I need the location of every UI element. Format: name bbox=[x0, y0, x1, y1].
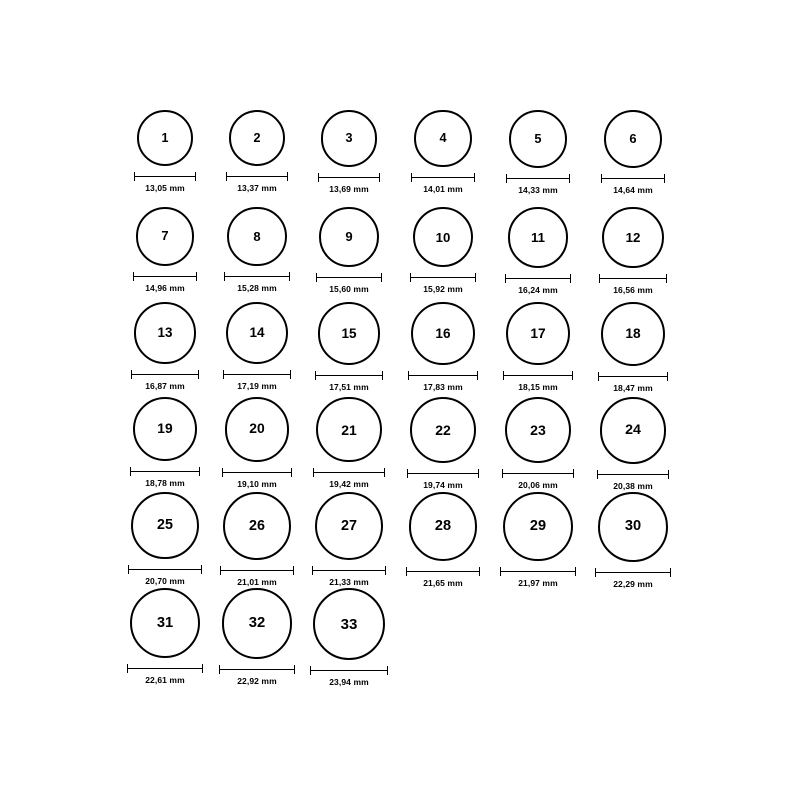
ring-size-number: 3 bbox=[345, 131, 353, 146]
ring-circle bbox=[506, 302, 569, 365]
measure-line bbox=[130, 471, 200, 472]
measure-cap-right bbox=[382, 371, 383, 380]
ring-diameter-label: 18,15 mm bbox=[518, 382, 558, 393]
ring-size-cell bbox=[497, 110, 579, 195]
ring-size-number: 28 bbox=[434, 518, 452, 535]
ring-size-cell bbox=[496, 207, 581, 295]
measure-cap-left bbox=[410, 273, 411, 282]
measure-line bbox=[224, 276, 289, 277]
measure-cap-right bbox=[195, 172, 196, 181]
ring-diameter-label: 15,92 mm bbox=[423, 284, 463, 295]
ring-circle bbox=[136, 207, 195, 266]
ring-size-number: 25 bbox=[157, 517, 173, 534]
ring-circle bbox=[313, 588, 385, 660]
measure-line bbox=[131, 374, 199, 375]
ring-size-number: 26 bbox=[249, 517, 265, 534]
measure-cap-right bbox=[290, 370, 291, 379]
ring-size-cell bbox=[307, 207, 391, 294]
ring-circle bbox=[319, 207, 379, 267]
ring-circle bbox=[509, 110, 567, 168]
diameter-measure-bar bbox=[318, 173, 381, 182]
ring-diameter-label: 16,87 mm bbox=[145, 380, 185, 391]
measure-cap-right bbox=[572, 371, 573, 380]
measure-cap-right bbox=[573, 469, 574, 478]
ring-diameter-label: 18,47 mm bbox=[613, 382, 653, 393]
ring-circle bbox=[134, 302, 196, 364]
ring-size-cell bbox=[124, 207, 207, 293]
measure-cap-left bbox=[318, 173, 319, 182]
ring-size-cell bbox=[125, 110, 205, 193]
measure-cap-left bbox=[407, 469, 408, 478]
ring-size-cell bbox=[590, 207, 675, 295]
ring-size-cell bbox=[493, 397, 583, 490]
ring-size-cell bbox=[301, 588, 397, 687]
measure-cap-right bbox=[287, 172, 288, 181]
ring-size-number: 11 bbox=[531, 229, 545, 245]
diameter-measure-bar bbox=[313, 468, 384, 477]
measure-cap-left bbox=[598, 372, 599, 381]
ring-circle bbox=[222, 588, 293, 659]
measure-cap-left bbox=[505, 274, 506, 283]
ring-size-cell bbox=[122, 302, 208, 391]
measure-cap-left bbox=[500, 567, 501, 576]
measure-cap-right bbox=[201, 565, 202, 574]
measure-cap-right bbox=[667, 372, 668, 381]
ring-diameter-label: 22,61 mm bbox=[145, 675, 185, 686]
measure-cap-left bbox=[223, 370, 224, 379]
measure-cap-right bbox=[387, 666, 388, 675]
measure-cap-right bbox=[294, 665, 295, 674]
measure-line bbox=[313, 472, 384, 473]
measure-cap-left bbox=[133, 272, 134, 281]
ring-size-number: 27 bbox=[340, 517, 357, 534]
measure-cap-right bbox=[199, 467, 200, 476]
measure-cap-left bbox=[316, 273, 317, 282]
ring-circle bbox=[321, 110, 378, 167]
measure-cap-right bbox=[293, 566, 294, 575]
ring-size-number: 29 bbox=[529, 518, 547, 535]
ring-size-number: 1 bbox=[161, 130, 169, 145]
diameter-measure-bar bbox=[601, 174, 665, 183]
measure-line bbox=[223, 374, 291, 375]
ring-diameter-label: 16,24 mm bbox=[518, 284, 558, 295]
ring-size-cell bbox=[402, 110, 483, 194]
measure-line bbox=[505, 278, 572, 279]
ring-diameter-label: 23,94 mm bbox=[329, 677, 369, 687]
diameter-measure-bar bbox=[595, 568, 671, 577]
ring-size-number: 32 bbox=[248, 614, 266, 631]
measure-cap-left bbox=[222, 468, 223, 477]
measure-line bbox=[407, 473, 479, 474]
measure-line bbox=[134, 176, 196, 177]
diameter-measure-bar bbox=[597, 470, 670, 479]
ring-circle bbox=[409, 492, 478, 561]
measure-line bbox=[312, 570, 386, 571]
diameter-measure-bar bbox=[223, 370, 291, 379]
measure-line bbox=[220, 570, 294, 571]
measure-cap-right bbox=[385, 566, 386, 575]
ring-circle bbox=[316, 397, 381, 462]
measure-cap-left bbox=[131, 370, 132, 379]
measure-cap-right bbox=[670, 568, 671, 577]
measure-line bbox=[133, 276, 198, 277]
diameter-measure-bar bbox=[407, 469, 479, 478]
ring-circle bbox=[601, 302, 665, 366]
diameter-measure-bar bbox=[222, 468, 293, 477]
diameter-measure-bar bbox=[134, 172, 196, 181]
ring-size-cell bbox=[397, 492, 490, 588]
ring-size-number: 33 bbox=[340, 615, 358, 633]
ring-size-number: 24 bbox=[625, 422, 641, 439]
measure-cap-left bbox=[599, 274, 600, 283]
diameter-measure-bar bbox=[506, 174, 570, 183]
ring-size-number: 7 bbox=[161, 227, 169, 243]
measure-cap-right bbox=[379, 173, 380, 182]
diameter-measure-bar bbox=[128, 565, 201, 574]
ring-size-number: 2 bbox=[253, 130, 261, 145]
ring-diameter-label: 16,56 mm bbox=[613, 285, 653, 296]
ring-diameter-label: 17,19 mm bbox=[237, 381, 277, 392]
ring-diameter-label: 14,64 mm bbox=[613, 185, 653, 196]
ring-size-number: 20 bbox=[249, 420, 265, 437]
measure-cap-right bbox=[575, 567, 576, 576]
ring-size-cell bbox=[217, 110, 297, 193]
ring-circle bbox=[411, 302, 474, 365]
ring-size-number: 4 bbox=[439, 131, 447, 146]
ring-size-cell bbox=[118, 588, 212, 685]
ring-diameter-label: 20,38 mm bbox=[613, 480, 653, 491]
ring-circle bbox=[600, 397, 667, 464]
ring-size-cell bbox=[589, 302, 677, 393]
measure-line bbox=[598, 376, 668, 377]
ring-size-cell bbox=[491, 492, 584, 588]
measure-cap-right bbox=[569, 174, 570, 183]
ring-diameter-label: 15,60 mm bbox=[329, 283, 369, 294]
ring-diameter-label: 19,10 mm bbox=[237, 478, 277, 489]
measure-cap-left bbox=[313, 468, 314, 477]
ring-diameter-label: 21,65 mm bbox=[423, 577, 463, 588]
measure-cap-right bbox=[474, 173, 475, 182]
ring-circle bbox=[225, 397, 290, 462]
measure-cap-right bbox=[291, 468, 292, 477]
measure-line bbox=[318, 177, 381, 178]
measure-line bbox=[219, 669, 296, 670]
ring-diameter-label: 15,28 mm bbox=[237, 283, 277, 294]
ring-circle bbox=[413, 207, 473, 267]
measure-cap-left bbox=[220, 566, 221, 575]
diameter-measure-bar bbox=[130, 467, 200, 476]
measure-cap-left bbox=[312, 566, 313, 575]
measure-cap-right bbox=[381, 273, 382, 282]
measure-cap-left bbox=[408, 371, 409, 380]
diameter-measure-bar bbox=[410, 273, 476, 282]
ring-diameter-label: 14,01 mm bbox=[423, 184, 463, 195]
ring-size-cell bbox=[592, 110, 674, 195]
ring-circle bbox=[130, 588, 200, 658]
measure-cap-left bbox=[595, 568, 596, 577]
ring-diameter-label: 22,29 mm bbox=[613, 578, 653, 589]
measure-cap-right bbox=[479, 567, 480, 576]
diameter-measure-bar bbox=[500, 567, 575, 576]
ring-diameter-label: 21,33 mm bbox=[329, 577, 369, 588]
ring-diameter-label: 13,69 mm bbox=[329, 183, 369, 194]
measure-line bbox=[601, 178, 665, 179]
measure-cap-right bbox=[196, 272, 197, 281]
measure-line bbox=[127, 668, 203, 669]
ring-diameter-label: 19,42 mm bbox=[329, 479, 369, 490]
ring-size-number: 18 bbox=[625, 326, 641, 342]
ring-size-number: 5 bbox=[534, 130, 542, 146]
measure-cap-right bbox=[477, 371, 478, 380]
ring-circle bbox=[223, 492, 291, 560]
ring-diameter-label: 19,74 mm bbox=[423, 479, 463, 490]
ring-size-number: 21 bbox=[341, 421, 357, 438]
ring-size-number: 30 bbox=[624, 518, 642, 535]
measure-line bbox=[310, 670, 388, 671]
ring-size-cell bbox=[398, 397, 488, 490]
ring-circle bbox=[131, 492, 198, 559]
diameter-measure-bar bbox=[408, 371, 477, 380]
ring-size-cell bbox=[586, 492, 680, 589]
ring-diameter-label: 18,78 mm bbox=[145, 478, 185, 489]
ring-circle bbox=[229, 110, 285, 166]
measure-line bbox=[410, 277, 476, 278]
measure-cap-left bbox=[134, 172, 135, 181]
ring-size-cell bbox=[213, 397, 302, 489]
measure-cap-left bbox=[506, 174, 507, 183]
ring-size-number: 31 bbox=[156, 614, 174, 631]
ring-size-number: 8 bbox=[253, 229, 261, 245]
diameter-measure-bar bbox=[219, 665, 296, 674]
ring-diameter-label: 13,05 mm bbox=[145, 183, 185, 193]
ring-circle bbox=[503, 492, 572, 561]
measure-cap-left bbox=[219, 665, 220, 674]
ring-diameter-label: 21,01 mm bbox=[237, 576, 277, 587]
diameter-measure-bar bbox=[503, 371, 572, 380]
measure-cap-right bbox=[384, 468, 385, 477]
ring-size-cell bbox=[309, 110, 390, 194]
diameter-measure-bar bbox=[224, 272, 289, 281]
diameter-measure-bar bbox=[220, 566, 294, 575]
ring-size-cell bbox=[588, 397, 679, 491]
measure-cap-right bbox=[478, 469, 479, 478]
measure-line bbox=[599, 278, 666, 279]
ring-circle bbox=[227, 207, 286, 266]
diameter-measure-bar bbox=[411, 173, 474, 182]
ring-circle bbox=[598, 492, 668, 562]
ring-diameter-label: 22,92 mm bbox=[237, 675, 277, 686]
measure-line bbox=[406, 571, 481, 572]
ring-diameter-label: 13,37 mm bbox=[237, 183, 277, 194]
ring-circle bbox=[604, 110, 662, 168]
measure-cap-left bbox=[597, 470, 598, 479]
ring-size-number: 23 bbox=[530, 422, 546, 439]
ring-size-cell bbox=[304, 397, 393, 489]
measure-cap-left bbox=[503, 371, 504, 380]
diameter-measure-bar bbox=[131, 370, 199, 379]
measure-cap-left bbox=[224, 272, 225, 281]
ring-circle bbox=[137, 110, 193, 166]
ring-size-number: 13 bbox=[157, 325, 173, 341]
ring-circle bbox=[508, 207, 569, 268]
diameter-measure-bar bbox=[502, 469, 574, 478]
ring-size-cell bbox=[303, 492, 395, 587]
ring-size-cell bbox=[210, 588, 305, 686]
measure-cap-right bbox=[664, 174, 665, 183]
ring-circle bbox=[226, 302, 288, 364]
measure-line bbox=[503, 375, 572, 376]
diameter-measure-bar bbox=[226, 172, 288, 181]
measure-line bbox=[597, 474, 670, 475]
measure-cap-left bbox=[128, 565, 129, 574]
ring-size-cell bbox=[119, 492, 210, 586]
diameter-measure-bar bbox=[127, 664, 203, 673]
measure-cap-left bbox=[127, 664, 128, 673]
measure-cap-right bbox=[666, 274, 667, 283]
diameter-measure-bar bbox=[316, 273, 382, 282]
ring-circle bbox=[315, 492, 383, 560]
measure-cap-left bbox=[601, 174, 602, 183]
measure-cap-right bbox=[198, 370, 199, 379]
ring-size-number: 16 bbox=[435, 325, 451, 341]
diameter-measure-bar bbox=[310, 666, 388, 675]
ring-diameter-label: 20,06 mm bbox=[518, 480, 558, 491]
measure-line bbox=[500, 571, 575, 572]
measure-cap-right bbox=[475, 273, 476, 282]
measure-cap-right bbox=[668, 470, 669, 479]
diameter-measure-bar bbox=[133, 272, 198, 281]
ring-size-number: 17 bbox=[530, 325, 546, 341]
measure-line bbox=[128, 569, 201, 570]
measure-line bbox=[222, 472, 293, 473]
ring-size-number: 19 bbox=[157, 421, 173, 437]
measure-line bbox=[411, 177, 474, 178]
measure-cap-left bbox=[502, 469, 503, 478]
ring-diameter-label: 17,51 mm bbox=[329, 381, 369, 392]
measure-cap-left bbox=[406, 567, 407, 576]
measure-cap-left bbox=[226, 172, 227, 181]
ring-size-number: 12 bbox=[625, 229, 641, 245]
measure-cap-left bbox=[411, 173, 412, 182]
ring-circle bbox=[505, 397, 571, 463]
measure-cap-left bbox=[310, 666, 311, 675]
ring-diameter-label: 14,96 mm bbox=[145, 282, 185, 293]
ring-circle bbox=[410, 397, 476, 463]
measure-line bbox=[316, 277, 382, 278]
ring-size-cell bbox=[121, 397, 209, 488]
ring-diameter-label: 21,97 mm bbox=[518, 578, 558, 589]
ring-circle bbox=[602, 207, 663, 268]
measure-line bbox=[502, 473, 574, 474]
diameter-measure-bar bbox=[312, 566, 386, 575]
diameter-measure-bar bbox=[598, 372, 668, 381]
measure-cap-right bbox=[570, 274, 571, 283]
measure-line bbox=[226, 176, 288, 177]
ring-size-number: 15 bbox=[341, 325, 357, 341]
ring-size-cell bbox=[399, 302, 486, 392]
measure-cap-right bbox=[289, 272, 290, 281]
ring-diameter-label: 20,70 mm bbox=[145, 576, 185, 587]
ring-size-number: 14 bbox=[249, 325, 265, 341]
measure-line bbox=[506, 178, 570, 179]
ring-size-number: 22 bbox=[435, 421, 451, 438]
ring-circle bbox=[318, 302, 381, 365]
measure-cap-left bbox=[315, 371, 316, 380]
diameter-measure-bar bbox=[315, 371, 384, 380]
ring-size-cell bbox=[215, 207, 298, 293]
measure-cap-left bbox=[130, 467, 131, 476]
ring-size-cell bbox=[401, 207, 485, 294]
diameter-measure-bar bbox=[406, 567, 481, 576]
measure-line bbox=[595, 572, 671, 573]
ring-circle bbox=[133, 397, 197, 461]
ring-size-number: 9 bbox=[345, 229, 353, 245]
ring-size-cell bbox=[211, 492, 303, 587]
ring-size-cell bbox=[306, 302, 393, 392]
ring-circle bbox=[414, 110, 471, 167]
diameter-measure-bar bbox=[505, 274, 572, 283]
ring-size-cell bbox=[214, 302, 300, 391]
measure-line bbox=[408, 375, 477, 376]
ring-size-number: 6 bbox=[629, 130, 637, 146]
diameter-measure-bar bbox=[599, 274, 666, 283]
measure-line bbox=[315, 375, 384, 376]
ring-diameter-label: 14,33 mm bbox=[518, 184, 558, 195]
ring-size-number: 10 bbox=[435, 229, 451, 245]
ring-size-cell bbox=[494, 302, 581, 392]
measure-cap-right bbox=[202, 664, 203, 673]
ring-diameter-label: 17,83 mm bbox=[423, 382, 463, 393]
